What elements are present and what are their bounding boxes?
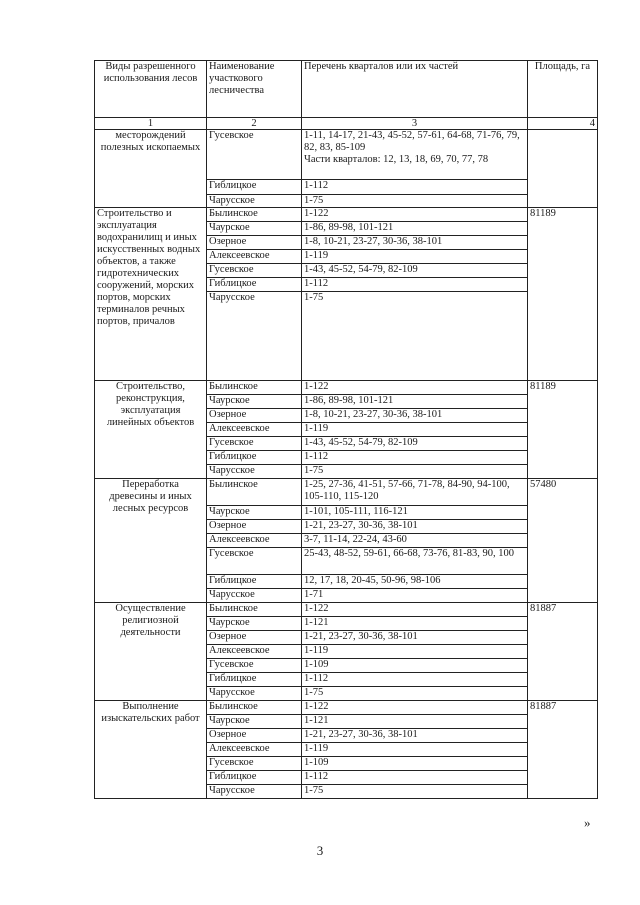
table-row [95, 208, 598, 222]
quarters-text: 1-112 [304, 180, 329, 191]
quarters-cell [302, 659, 528, 673]
quarters-cell [302, 645, 528, 659]
quarters-cell [302, 757, 528, 771]
closing-quote: » [584, 815, 591, 830]
quarters-text: 1-119 [304, 423, 329, 434]
quarters-text: 1-121 [304, 617, 329, 628]
area-cell [528, 130, 598, 208]
quarters-text: 1-109 [304, 659, 329, 670]
table-row [95, 381, 598, 395]
quarters-cell [302, 743, 528, 757]
forestry-cell: Гиблицкое [207, 673, 302, 687]
forestry-cell: Былинское [207, 381, 302, 395]
quarters-cell [302, 222, 528, 236]
quarters-cell [302, 701, 528, 715]
quarters-text: 1-122 [304, 208, 329, 219]
quarters-cell [302, 687, 528, 701]
quarters-cell [302, 729, 528, 743]
forestry-cell: Чаурское [207, 395, 302, 409]
quarter-parts-text: Части кварталов: 12, 13, 18, 69, 70, 77, 78 [304, 154, 489, 165]
forestry-cell: Гиблицкое [207, 180, 302, 195]
forestry-cell: Былинское [207, 603, 302, 617]
quarters-text: 25-43, 48-52, 59-61, 66-68, 73-76, 81-83, 90, 100 [304, 548, 514, 559]
forestry-cell: Гусевское [207, 757, 302, 771]
area-cell: 81189 [528, 208, 598, 381]
quarters-text: 3-7, 11-14, 22-24, 43-60 [304, 534, 407, 545]
quarters-text: 1-43, 45-52, 54-79, 82-109 [304, 264, 418, 275]
quarters-cell [302, 465, 528, 479]
quarters-text: 1-43, 45-52, 54-79, 82-109 [304, 437, 418, 448]
quarters-cell [302, 506, 528, 520]
quarters-cell [302, 130, 528, 180]
page-number: 3 [316, 843, 324, 858]
quarters-text: 1-21, 23-27, 30-36, 38-101 [304, 729, 418, 740]
forestry-cell: Чарусское [207, 292, 302, 381]
quarters-cell [302, 631, 528, 645]
col-number-2: 2 [207, 118, 302, 130]
header-quarters: Перечень кварталов или их частей [302, 61, 528, 118]
quarters-cell [302, 381, 528, 395]
header-forestry: Наименование участкового лесничества [207, 61, 302, 118]
forest-use-table [94, 60, 598, 799]
forestry-cell: Чаурское [207, 506, 302, 520]
quarters-text: 1-21, 23-27, 30-36, 38-101 [304, 520, 418, 531]
forestry-cell: Алексеевское [207, 645, 302, 659]
forestry-cell: Чарусское [207, 589, 302, 603]
quarters-text: 1-112 [304, 771, 329, 782]
quarters-text: 1-25, 27-36, 41-51, 57-66, 71-78, 84-90, 94-100, 105-110, 115-120 [304, 479, 510, 502]
table-row [95, 130, 598, 180]
table-row [95, 603, 598, 617]
forestry-cell: Алексеевское [207, 743, 302, 757]
quarters-text: 12, 17, 18, 20-45, 50-96, 98-106 [304, 575, 441, 586]
quarters-cell [302, 292, 528, 381]
use-type-cell: Переработка древесины и иных лесных ресурсов [95, 479, 207, 603]
column-number-row [95, 118, 598, 130]
area-cell: 57480 [528, 479, 598, 603]
quarters-text: 1-112 [304, 451, 329, 462]
forestry-cell: Озерное [207, 631, 302, 645]
use-type-cell: Строительство и эксплуатация водохранилищ и иных искусственных водных объектов, а также гидротехнических сооружений, морских портов, морских терминалов речных портов, причалов [95, 208, 207, 381]
quarters-cell [302, 195, 528, 208]
forestry-cell: Озерное [207, 409, 302, 423]
quarters-cell [302, 534, 528, 548]
use-type-cell: месторождений полезных ископаемых [95, 130, 207, 208]
quarters-cell [302, 451, 528, 465]
forestry-cell: Озерное [207, 236, 302, 250]
quarters-text: 1-122 [304, 701, 329, 712]
quarters-text: 1-71 [304, 589, 324, 600]
use-type-cell: Выполнение изыскательских работ [95, 701, 207, 799]
quarters-cell [302, 617, 528, 631]
quarters-cell [302, 548, 528, 575]
quarters-text: 1-121 [304, 715, 329, 726]
forestry-cell: Гиблицкое [207, 575, 302, 589]
forestry-cell: Гусевское [207, 264, 302, 278]
forestry-cell: Гусевское [207, 130, 302, 180]
quarters-cell [302, 395, 528, 409]
forestry-cell: Чарусское [207, 687, 302, 701]
quarters-cell [302, 673, 528, 687]
forestry-cell: Гусевское [207, 437, 302, 451]
use-type-cell: Строительство, реконструкция, эксплуатация линейных объектов [95, 381, 207, 479]
table-body [95, 61, 598, 799]
forestry-cell: Былинское [207, 479, 302, 506]
forestry-cell: Чарусское [207, 465, 302, 479]
forestry-cell: Чарусское [207, 195, 302, 208]
quarters-cell [302, 180, 528, 195]
quarters-text: 1-75 [304, 292, 324, 303]
quarters-cell [302, 278, 528, 292]
quarters-text: 1-112 [304, 673, 329, 684]
quarters-cell [302, 575, 528, 589]
quarters-text: 1-122 [304, 381, 329, 392]
quarters-cell [302, 236, 528, 250]
quarters-text: 1-101, 105-111, 116-121 [304, 506, 408, 517]
quarters-text: 1-119 [304, 250, 329, 261]
forestry-cell: Гусевское [207, 659, 302, 673]
header-use: Виды разрешенного использования лесов [95, 61, 207, 118]
quarters-cell [302, 771, 528, 785]
quarters-text: 1-8, 10-21, 23-27, 30-36, 38-101 [304, 236, 443, 247]
col-number-1: 1 [95, 118, 207, 130]
quarters-cell [302, 208, 528, 222]
quarters-cell [302, 437, 528, 451]
quarters-cell [302, 603, 528, 617]
table-header-row [95, 61, 598, 118]
forestry-cell: Алексеевское [207, 250, 302, 264]
quarters-cell [302, 589, 528, 603]
quarters-text: 1-75 [304, 785, 324, 796]
quarters-cell [302, 423, 528, 437]
forestry-cell: Чаурское [207, 222, 302, 236]
quarters-cell [302, 520, 528, 534]
header-area: Площадь, га [528, 61, 598, 118]
quarters-text: 1-122 [304, 603, 329, 614]
table-row [95, 479, 598, 506]
quarters-cell [302, 409, 528, 423]
forestry-cell: Алексеевское [207, 534, 302, 548]
quarters-text: 1-119 [304, 743, 329, 754]
quarters-text: 1-112 [304, 278, 329, 289]
forestry-cell: Былинское [207, 208, 302, 222]
forestry-cell: Озерное [207, 520, 302, 534]
forestry-cell: Озерное [207, 729, 302, 743]
quarters-cell [302, 264, 528, 278]
quarters-text: 1-11, 14-17, 21-43, 45-52, 57-61, 64-68, 71-76, 79, 82, 83, 85-109 [304, 130, 520, 153]
quarters-text: 1-119 [304, 645, 329, 656]
quarters-cell [302, 715, 528, 729]
quarters-text: 1-75 [304, 195, 324, 206]
quarters-text: 1-75 [304, 687, 324, 698]
quarters-text: 1-21, 23-27, 30-36, 38-101 [304, 631, 418, 642]
forestry-cell: Чарусское [207, 785, 302, 799]
forestry-cell: Алексеевское [207, 423, 302, 437]
quarters-text: 1-109 [304, 757, 329, 768]
quarters-cell [302, 785, 528, 799]
quarters-text: 1-86, 89-98, 101-121 [304, 222, 394, 233]
forestry-cell: Былинское [207, 701, 302, 715]
col-number-3: 3 [302, 118, 528, 130]
quarters-cell [302, 479, 528, 506]
area-cell: 81887 [528, 701, 598, 799]
col-number-4: 4 [528, 118, 598, 130]
use-type-cell: Осуществление религиозной деятельности [95, 603, 207, 701]
forestry-cell: Гиблицкое [207, 278, 302, 292]
quarters-text: 1-8, 10-21, 23-27, 30-36, 38-101 [304, 409, 443, 420]
quarters-text: 1-86, 89-98, 101-121 [304, 395, 394, 406]
forestry-cell: Гиблицкое [207, 771, 302, 785]
forestry-cell: Чаурское [207, 715, 302, 729]
forestry-cell: Гиблицкое [207, 451, 302, 465]
table-row [95, 701, 598, 715]
area-cell: 81887 [528, 603, 598, 701]
forestry-cell: Чаурское [207, 617, 302, 631]
quarters-cell [302, 250, 528, 264]
forestry-cell: Гусевское [207, 548, 302, 575]
area-cell: 81189 [528, 381, 598, 479]
quarters-text: 1-75 [304, 465, 324, 476]
